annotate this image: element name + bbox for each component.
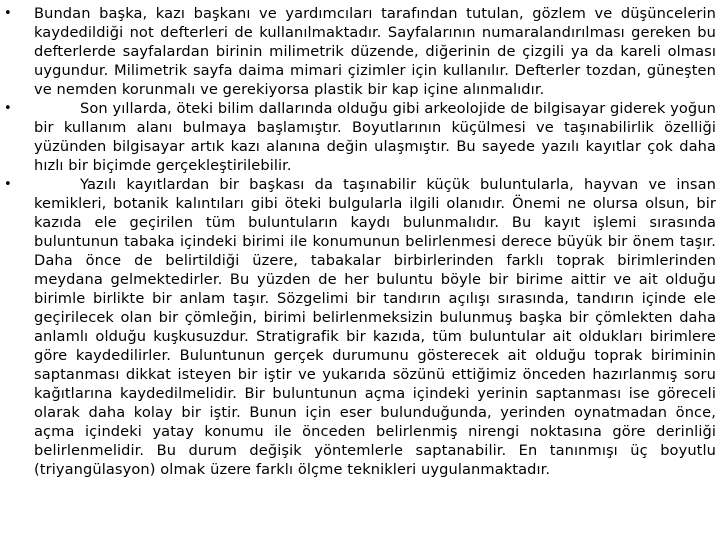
- bullet-icon: •: [4, 101, 12, 116]
- bullet-item-notebooks: [4, 4, 716, 99]
- paragraph-body: Son yıllarda, öteki bilim dallarında olduğu gibi arkeolojide de bilgisayar giderek yoğun bir kullanım alanı bulmaya başlamıştır. Boyutlarının küçülmesi ve taşınabilirlik özelliği yüzünden bilgisayar artık kazı alanına değin ulaşmıştır. Bu sayede yazılı kayıtlar çok daha hızlı bir biçimde gerçekleştirilebilir.: [34, 100, 716, 174]
- paragraph-body: Yazılı kayıtlardan bir başkası da taşınabilir küçük buluntularla, hayvan ve insan kemikleri, botanik kalıntıları gibi öteki bulgularla ilgili olanıdır. Önemi ne olursa olsun, bir kazıda ele geçirilen tüm buluntuların kaydı bulunmalıdır. Bu kayıt işlemi sırasında buluntunun tabaka içindeki birimi ile konumunun belirlenmesi derece büyük bir önem taşır. Daha önce de belirtildiği üzere, tabakalar birbirlerinden farklı toprak birimlerinden meydana gelmektedirler. Bu yüzden de her buluntu böyle bir birime aittir ve ait olduğu birimle birlikte bir anlam taşır. Sözgelimi bir tandırın açılışı sırasında, tandırın içinde ele geçirilecek olan bir çömleğin, birimi belirlenmeksizin bulunmuş başka bir çömlekten daha anlamlı olduğu kuşkusuzdur. Stratigrafik bir kazıda, tüm buluntular ait oldukları birimlere göre kaydedilirler. Buluntunun gerçek durumunu gösterecek ait olduğu toprak biriminin saptanması dikkat isteyen bir iştir ve yukarıda sözünü ettiğimiz önceden hazırlanmış soru kağıtlarına kaydedilmelidir. Bir buluntunun açma içindeki yerinin saptanması ise göreceli olarak daha kolay bir iştir. Bunun için eser bulunduğunda, yerinden oynatmadan önce, açma içindeki yatay konumu ile önceden belirlenmiş nirengi noktasına göre derinliği belirlenmelidir. Bu durum değişik yöntemlerle saptanabilir. En tanınmışı üç boyutlu (triyangülasyon) olmak üzere farklı ölçme teknikleri uygulanmaktadır.: [34, 176, 716, 478]
- paragraph-text: [34, 4, 716, 99]
- bullet-icon: •: [4, 177, 12, 192]
- bullet-item-finds-records: [4, 175, 716, 479]
- paragraph-body: Bundan başka, kazı başkanı ve yardımcıları tarafından tutulan, gözlem ve düşüncelerin kaydedildiği not defterleri de kullanılmaktadır. Sayfalarının numaralandırılması gereken bu defterlerde sayfalardan birinin milimetrik düzende, diğerinin de çizgili ya da kareli olması uygundur. Milimetrik sayfa daima mimari çizimler için kullanılır. Defterler tozdan, güneşten ve nemden korunmalı ve gerekiyorsa plastik bir kap içine alınmalıdır.: [34, 5, 716, 98]
- bullet-icon: •: [4, 6, 12, 21]
- paragraph-text: [34, 175, 716, 479]
- bullet-item-computers: [4, 99, 716, 175]
- paragraph-text: [34, 99, 716, 175]
- bullet-list: [4, 4, 716, 479]
